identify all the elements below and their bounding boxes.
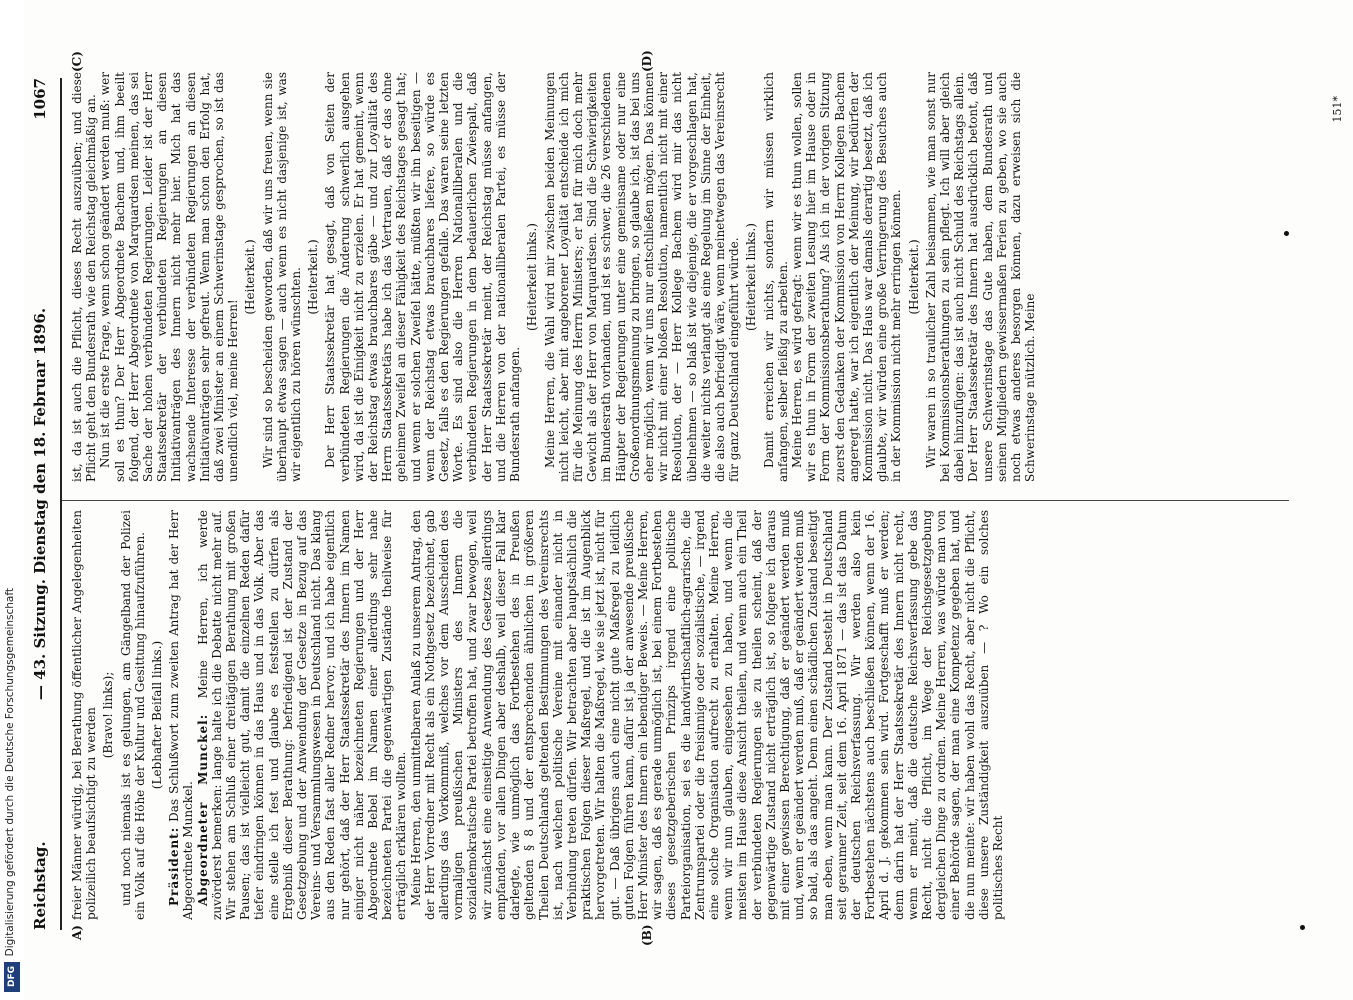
speech-text: Das Schlußwort zum zweiten Antrag hat der Herr Abgeordnete Munckel. xyxy=(167,510,196,920)
interjection: (Heiterkeit links.) xyxy=(525,223,540,331)
header-page-number: 1067 xyxy=(31,78,49,120)
interjection: (Heiterkeit.) xyxy=(306,239,321,315)
margin-mark-d: (D) xyxy=(640,50,654,72)
interjection: (Heiterkeit.) xyxy=(243,239,258,315)
margin-mark-a: A) xyxy=(70,925,84,940)
header-left: Reichstag. xyxy=(31,841,49,930)
dfg-logo-text: DFG xyxy=(7,966,17,988)
speech-text: Meine Herren, ich werde zuvörderst bemerken: lange halte ich die Debatte nicht mehr auf. Wir stehen am Schluß einer dreitägigen Berathung mit großen Pausen; das ist vielleicht gut, damit die einzelnen Reden dafür tiefer eindringen können in das Haus und in das Volk. Aber das eine stelle ich fest und glaube es feststellen zu dürfen als Ergebniß dieser Berathung: befriedigend ist der Zustand der Gesetzgebung und der Anwendung der Gesetze in Bezug auf das Vereins- und Versammlungswesen in Deutschland nicht. Das klang aus den Reden fast aller Redner hervor; und ich habe eigentlich nur gehört, daß der Herr Staatssekretär des Innern im Namen einiger nicht näher bezeichneten Regierungen und der Herr Abgeordnete Bebel im Namen einer allerdings sehr nahe bezeichneten Partei die gegenwärtigen Zustände theilweise für erträglich erklären wollten. xyxy=(195,510,409,920)
paragraph: freier Männer würdig, bei Berathung öffentlicher Angelegenheiten polizeilich beaufsichtigt zu werden xyxy=(70,510,99,920)
paragraph: Wir sind so bescheiden geworden, daß wir uns freuen, wenn sie überhaupt etwas sagen — auch wenn es nicht dasjenige ist, was wir eigentlich zu hören wünschten. xyxy=(260,72,304,482)
column-divider xyxy=(62,500,1289,501)
speaker-paragraph xyxy=(167,510,195,920)
ink-dot xyxy=(1300,925,1305,930)
digitization-sidebar xyxy=(0,0,24,1000)
right-text-column xyxy=(70,72,1305,482)
ink-dot xyxy=(1284,231,1289,236)
speaker-name: Abgeordneter Munckel: xyxy=(195,713,210,906)
paragraph: Wir waren in so traulicher Zahl beisammen, wie man sonst nur bei Kommissionsberathungen zu sein pflegt. Ich will aber gleich dabei hinzufügen: das ist auch nicht Schuld des Reichstags allein. Der Herr Staatssekretär des Innern hat ausdrücklich betont, daß unsere Schwerinstage das Gute haben, dem Bundesrath und seinen Mitgliedern gewissermaßen Ferien zu geben, wo sie auch noch etwas anderes besorgen können, dazu erweisen sich die Schwerinstage nützlich. Meine xyxy=(923,72,1038,482)
interjection: (Heiterkeit.) xyxy=(906,239,921,315)
paragraph: Meine Herren, es wird gefragt: wenn wir es thun wollen, sollen wir es thun in Form der zweiten Lesung hier im Hause oder in Form der Kommissionsberathung? Als ich in der vorigen Sitzung zuerst den Gedanken der Kommission von Herrn Kollegen Bachem angeregt hatte, war ich eigentlich der Meinung, wir bedürfen der Kommission nicht. Das Haus war damals derartig besetzt, daß ich glaubte, wir würden eine große Verringerung des Besuches auch in der Kommission nicht mehr erringen können. xyxy=(789,72,904,482)
speaker-paragraph xyxy=(196,510,409,920)
paragraph: Meine Herren, die Wahl wird mir zwischen beiden Meinungen nicht leicht, aber mit angeborener Loyalität entscheide ich mich für die Meinung des Herrn Ministers; er hat für mich doch mehr Gewicht als der Herr von Marquardsen. Sind die Schwierigkeiten im Bundesrath vorhanden, und ist es schwer, die 26 verschiedenen Häupter der Regierungen unter eine gemeinsame oder nur eine Großenordnungsmeinung zu bringen, so glaube ich, ist das bei uns eher möglich, wenn wir uns nur entschließen mögen. Das können wir nicht mit einer bloßen Resolution, namentlich nicht mit einer Resolution, der — Herr Kollege Bachem wird mir das nicht übelnehmen — so blaß ist wie diejenige, die er vorgeschlagen hat, die weiter nichts verlangt als eine Regelung im Sinne der Einheit, die also auch befriedigt wäre, wenn meinetwegen das Vereinsrecht für ganz Deutschland eingeführt würde. xyxy=(542,72,742,482)
interjection: (Bravo! links); xyxy=(101,671,116,759)
signature-mark: 151* xyxy=(1331,96,1344,123)
paragraph: Der Herr Staatssekretär hat gesagt, daß von Seiten der verbündeten Regierungen die Änderung schwerlich ausgehen wird, da ist die Einigkeit nicht zu erzielen. Er hat gemeint, wenn der Reichstag etwas brauchbares gäbe — und zur Loyalität des Herrn Staatssekretärs habe ich das Vertrauen, daß er das ohne geheimen Zweifel an dieser Fähigkeit des Reichstages gesagt hat; und wenn er solchen Zweifel hätte, müßten wir ihn beseitigen — wenn der Reichstag etwas brauchbares liefere, so würde es Gesetz, falls es den Regierungen gefalle. Das waren seine letzten Worte. Es sind also die Herren Nationalliberalen und die verbündeten Regierungen in dem bedauerlichen Zwiespalt, daß der Herr Staatssekretär meint, der Reichstag müsse anfangen, und die Herren von der nationalliberalen Partei, es müsse der Bundesrath anfangen. xyxy=(323,72,523,482)
paragraph: ist, da ist auch die Pflicht, dieses Recht auszuüben; und diese Pflicht geht den Bundesrath wie den Reichstag gleichmäßig an. xyxy=(70,72,99,482)
interjection: (Heiterkeit links.) xyxy=(744,223,759,331)
paragraph: Damit erreichen wir nichts, sondern wir müssen wirklich anfangen, selber fleißig zu arbeiten. xyxy=(761,72,790,482)
dfg-credit-text: Digitalisierung gefördert durch die Deutsche Forschungsgemeinschaft xyxy=(4,587,16,956)
paragraph: Nun ist die erste Frage, wenn schon geändert werden muß: wer soll es thun? Der Herr Abgeordnete Bachem und, ihm beeilt folgend, der Herr Abgeordnete von Marquardsen meinen, das sei Sache der hohen verbündeten Regierungen. Leider ist der Herr Staatssekretär der verbündeten Regierungen an diesen Initiativanträgen des Innern nicht mehr hier. Mich hat das wachsende Interesse der verbündeten Regierungen an diesen Initiativanträgen sehr gefreut. Wenn man schon den Erfolg hat, daß zwei Minister an einem Schwerinstage gesprochen, so ist das unendlich viel, meine Herren! xyxy=(98,72,241,482)
interjection: (Lebhafter Beifall links.) xyxy=(150,640,165,790)
running-header xyxy=(28,78,52,930)
paragraph: und noch niemals ist es gelungen, am Gängelband der Polizei ein Volk auf die Höhe der Kultur und Gesittung hinaufzuführen. xyxy=(118,510,147,920)
dfg-logo xyxy=(4,962,20,992)
header-rule xyxy=(60,78,62,930)
margin-mark-c: (C) xyxy=(70,51,84,72)
header-center: — 43. Sitzung. Dienstag den 18. Februar 1896. xyxy=(31,307,49,701)
paragraph: Meine Herren, den unmittelbaren Anlaß zu unserem Antrag, den der Herr Vorredner mit Recht als ein Nothgesetz bezeichnet, gab allerdings das Vorkommniß, welches vor dem Ausscheiden des vormaligen preußischen Ministers des Innern die sozialdemokratische Partei betroffen hat, und zwar bewogen, weil wir zunächst eine einseitige Anwendung des Gesetzes allerdings empfanden, vor allen Dingen aber deshalb, weil dieser Fall klar darlegte, wie unmöglich das Fortbestehen des in Preußen geltenden § 8 und der entsprechenden ähnlichen in größeren Theilen Deutschlands geltenden Bestimmungen des Vereinsrechts ist, nach welchen politische Vereine mit einander nicht in Verbindung treten dürfen. Wir betrachten aber hauptsächlich die praktischen Folgen dieser Maßregel, und die ist im Augenblick hervorgetreten. Wir halten die Maßregel, wie sie jetzt ist, nicht für gut. — Daß übrigens auch eine nicht gute Maßregel zu leidlich guten Folgen führen kann, dafür ist ja der anwesende preußische Herr Minister des Innern ein lebendiger Beweis. — Meine Herren, wir sagen, daß es gerade unmöglich ist, bei einem Fortbestehen dieses gesetzgeberischen Prinzips irgend eine politische Parteiorganisation, sei es die landwirthschaftlich-agrarische, die Zentrumspartei oder die freisinnige oder sozialistische, — irgend eine solche Organisation aufrecht zu erhalten. Meine Herren, wenn wir nun glauben, eingesehen zu haben, und wenn die meisten im Hause diese Ansicht theilen, und wenn auch ein Theil der verbündeten Regierungen sie zu theilen scheint, daß der gegenwärtige Zustand nicht erträglich ist, so folgere ich daraus mit einer gewissen Berechtigung, daß er geändert werden muß und, wenn er geändert werden muß, daß er geändert werden muß so bald, als das angeht. Denn einen schädlichen Zustand beseitigt man eben, wenn man kann. Der Zustand besteht in Deutschland seit geraumer Zeit, seit dem 16. April 1871 — das ist das Datum der deutschen Reichsverfassung. Wir werden also kein Fortbestehen nächstens auch beschließen können, wenn der 16. April d. J. gekommen sein wird. Fortgeschafft muß er werden; denn darin hat der Herr Staatssekretär des Innern nicht recht, wenn er meint, daß die deutsche Reichsverfassung gebe das Recht, nicht die Pflicht, im Wege der Reichsgesetzgebung dergleichen Dinge zu ordnen. Meine Herren, was würde man von einer Behörde sagen, der man eine Kompetenz gegeben hat, und die nun meinte: wir haben wohl das Recht, aber nicht die Pflicht, diese unsere Zuständigkeit auszuüben — ? Wo ein solches politisches Recht xyxy=(408,510,1005,920)
margin-mark-b: (B) xyxy=(640,924,654,946)
left-text-column xyxy=(70,510,1305,920)
speaker-name: Präsident: xyxy=(167,826,182,906)
